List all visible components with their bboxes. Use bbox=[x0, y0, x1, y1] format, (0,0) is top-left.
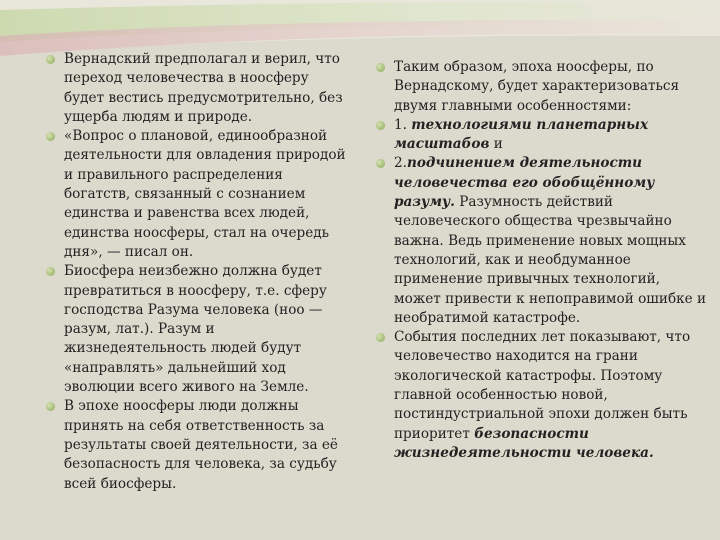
bullet-icon bbox=[46, 55, 55, 64]
right-item-4 bbox=[376, 328, 708, 463]
right-item-2-prefix: 1. bbox=[394, 116, 412, 133]
right-item-1 bbox=[376, 58, 708, 116]
right-item-2-emphasis: технологиями планетарных масштабов bbox=[394, 116, 649, 153]
left-item-2 bbox=[46, 127, 346, 262]
right-item-3-prefix: 2. bbox=[394, 155, 407, 172]
left-item-4 bbox=[46, 397, 346, 493]
right-item-4-emphasis: безопасности жизнедеятельности человека. bbox=[394, 425, 654, 461]
right-item-2 bbox=[376, 116, 708, 155]
left-item-1-text: Вернадский предполагал и верил, что переход человечества в ноосферу будет вестись предусмотрительно, без ущерба людям и природе. bbox=[64, 51, 343, 125]
bullet-icon bbox=[376, 159, 385, 168]
bullet-icon bbox=[376, 121, 385, 130]
left-item-3 bbox=[46, 262, 346, 397]
left-item-2-text: «Вопрос о плановой, единообразной деятельности для овладения природой и правильного распределения богатств, связанный с сознанием единства и равенства всех людей, единства ноосферы, стал на очередь дня», — писал он. bbox=[64, 128, 346, 260]
right-item-3-suffix: Разумность действий человеческого общества чрезвычайно важна. Ведь применение новых мощных технологий, как и необдуманное применение привычных технологий, может привести к непоправимой ошибке и необратимой катастрофе. bbox=[394, 194, 707, 326]
right-item-3 bbox=[376, 154, 708, 328]
left-item-3-text: Биосфера неизбежно должна будет превратиться в ноосферу, т.е. сферу господства Разума человека (ноо — разум, лат.). Разум и жизнедеятельность людей будут «направлять» дальнейший ход эволюции всего живого на Земле. bbox=[64, 263, 327, 396]
bullet-icon bbox=[46, 132, 55, 141]
right-column bbox=[376, 58, 708, 463]
bullet-icon bbox=[376, 333, 385, 342]
left-item-4-text: В эпохе ноосферы люди должны принять на себя ответственность за результаты своей деятельности, за её безопасность для человека, за судьбу всей биосферы. bbox=[64, 398, 338, 492]
left-column bbox=[46, 50, 346, 494]
bullet-icon bbox=[46, 402, 55, 411]
left-item-1 bbox=[46, 50, 346, 127]
right-item-4-prefix: События последних лет показывают, что человечество находится на грани экологической катастрофы. Поэтому главной особенностью новой, постиндустриальной эпохи должен быть приоритет bbox=[394, 329, 691, 442]
right-item-2-suffix: и bbox=[489, 136, 503, 153]
right-item-3-emphasis: подчинением деятельности человечества его обобщённому разуму. bbox=[394, 155, 655, 211]
right-item-1-text: Таким образом, эпоха ноосферы, по Вернадскому, будет характеризоваться двумя главными особенностями: bbox=[394, 59, 680, 114]
bullet-icon bbox=[46, 267, 55, 276]
bullet-icon bbox=[376, 63, 385, 72]
